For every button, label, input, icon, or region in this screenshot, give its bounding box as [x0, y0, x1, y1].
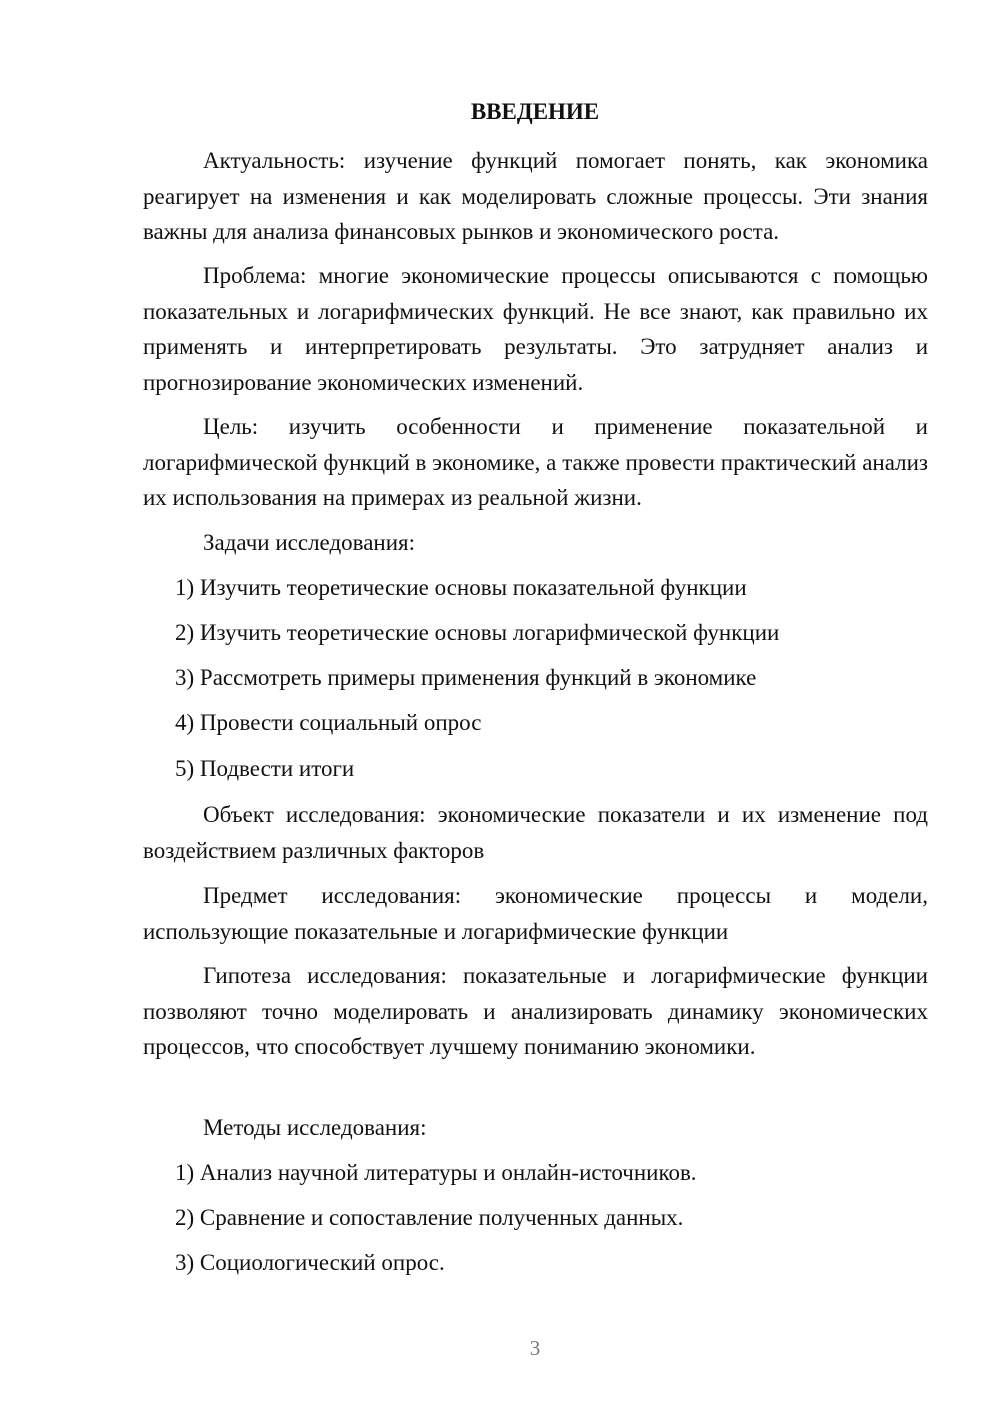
paragraph-object: Объект исследования: экономические показатели и их изменение под воздействием различных факторов [143, 802, 928, 863]
task-item: 5) Подвести итоги [175, 756, 355, 781]
paragraph-methods-heading: Методы исследования: [203, 1115, 427, 1140]
task-item: 2) Изучить теоретические основы логарифмической функции [175, 620, 780, 645]
paragraph-tasks-heading: Задачи исследования: [203, 530, 416, 555]
paragraph-problem: Проблема: многие экономические процессы описываются с помощью показательных и логарифмических функций. Не все знают, как правильно их применять и интерпретировать результаты. Это затрудняет анализ и прогнозирование экономических изменений. [143, 263, 928, 395]
page-title: ВВЕДЕНИЕ [470, 99, 600, 124]
task-item: 1) Изучить теоретические основы показательной функции [175, 575, 747, 600]
paragraph-relevance: Актуальность: изучение функций помогает понять, как экономика реагирует на изменения и как моделировать сложные процессы. Эти знания важны для анализа финансовых рынков и экономического роста. [143, 148, 928, 244]
method-item: 3) Социологический опрос. [175, 1250, 445, 1275]
method-item: 1) Анализ научной литературы и онлайн-источников. [175, 1160, 697, 1185]
paragraph-hypothesis: Гипотеза исследования: показательные и логарифмические функции позволяют точно моделировать и анализировать динамику экономических процессов, что способствует лучшему пониманию экономики. [143, 963, 928, 1059]
page-number: 3 [529, 1336, 541, 1360]
paragraph-subject: Предмет исследования: экономические процессы и модели, использующие показательные и логарифмические функции [143, 883, 928, 944]
method-item: 2) Сравнение и сопоставление полученных данных. [175, 1205, 684, 1230]
task-item: 4) Провести социальный опрос [175, 710, 482, 735]
paragraph-goal: Цель: изучить особенности и применение показательной и логарифмической функций в экономике, а также провести практический анализ их использования на примерах из реальной жизни. [143, 414, 928, 510]
task-item: 3) Рассмотреть примеры применения функций в экономике [175, 665, 757, 690]
